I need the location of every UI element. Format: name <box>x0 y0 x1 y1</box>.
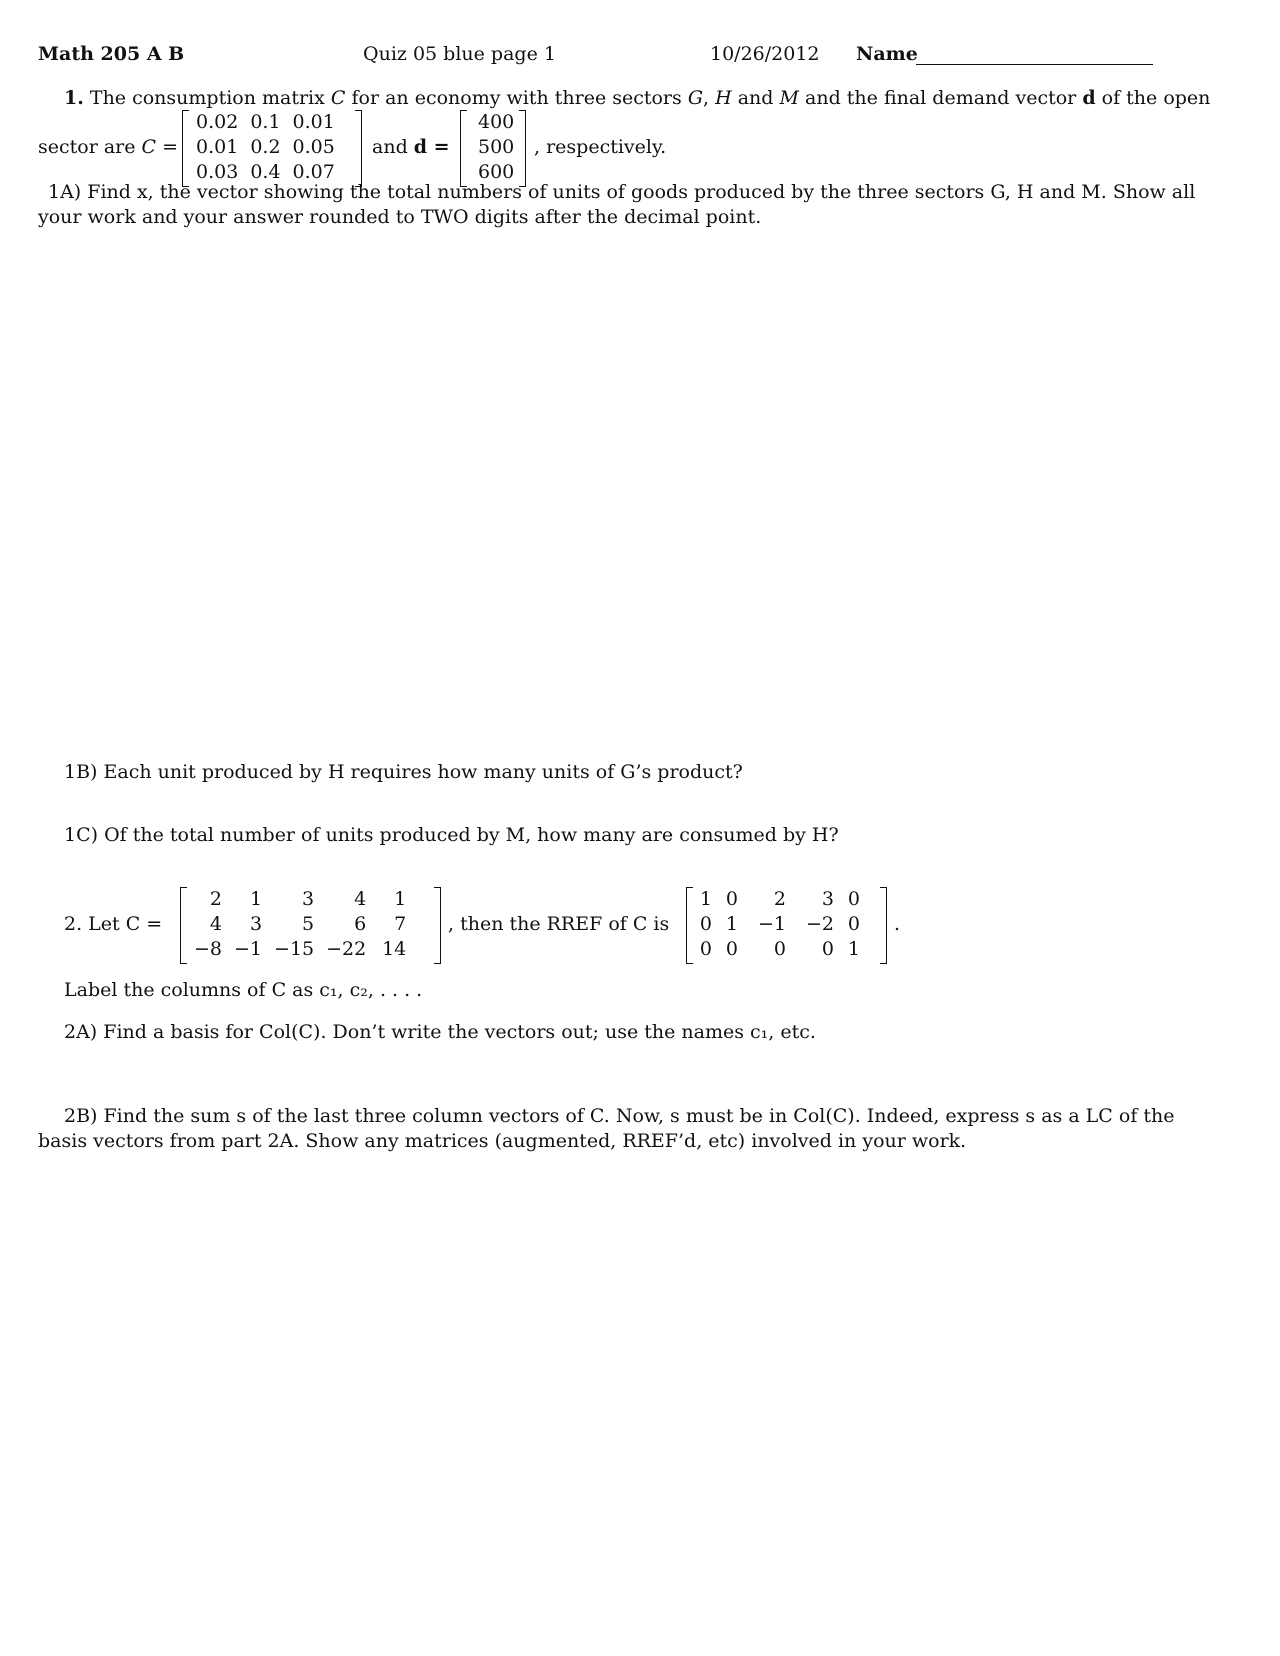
demand-vector-row <box>472 110 520 135</box>
c-equals: C = <box>141 136 179 158</box>
sector-m: M <box>779 87 799 109</box>
q2-rref-matrix-cell: 3 <box>821 888 834 910</box>
q2-label-columns: Label the columns of C as c₁, c₂, . . . . <box>64 979 423 1001</box>
q2-matrix-c-cell: 7 <box>394 913 407 935</box>
q2-rref-matrix-cell: 2 <box>773 888 786 910</box>
vector-d-left-bracket <box>460 110 467 187</box>
q1-var-d: d <box>1082 87 1096 109</box>
q2b-line1: 2B) Find the sum s of the last three column vectors of C. Now, s must be in Col(C). Indeed, express s as a LC of the <box>64 1105 1175 1127</box>
q2-matrix-c-cell: 3 <box>249 913 263 935</box>
q2-matrix-c-cell: 1 <box>394 888 407 910</box>
q2-rref-matrix-row <box>692 937 866 962</box>
sector-h: H <box>715 87 732 109</box>
q2-rref-matrix-cell: 0 <box>773 938 786 960</box>
consumption-matrix <box>190 110 341 185</box>
matrix-c-left-bracket <box>182 110 189 187</box>
consumption-matrix-cell: 0.4 <box>250 161 281 183</box>
consumption-matrix-cell: 0.03 <box>196 161 239 183</box>
matrix-c-right-bracket <box>355 110 362 187</box>
demand-vector-cell: 500 <box>478 136 515 158</box>
quiz-title: Quiz 05 blue page 1 <box>363 43 556 65</box>
q2-rref-matrix-row <box>692 912 866 937</box>
q2-matrix-c <box>188 887 412 962</box>
q1a-line2: your work and your answer rounded to TWO digits after the decimal point. <box>38 206 762 228</box>
q1a-line1: 1A) Find x, the vector showing the total numbers of units of goods produced by the three sectors G, H and M. Show all <box>48 181 1196 203</box>
q2-matrix-c-cell: 5 <box>302 913 315 935</box>
quiz-date: 10/26/2012 <box>710 43 820 65</box>
q2-matrix-c-cell: −15 <box>274 938 315 960</box>
consumption-matrix-row <box>190 110 341 135</box>
demand-vector-row <box>472 135 520 160</box>
q2-rref-matrix-cell: 0 <box>821 938 834 960</box>
rref-period: . <box>894 913 901 935</box>
consumption-matrix-cell: 0.07 <box>292 161 335 183</box>
consumption-matrix-cell: 0.1 <box>250 111 281 133</box>
vector-d-right-bracket <box>519 110 526 187</box>
name-line[interactable] <box>916 64 1153 65</box>
q1-intro-text-d: of the open <box>1101 87 1211 109</box>
rref-right-bracket <box>880 887 887 964</box>
q2-rref-matrix <box>692 887 866 962</box>
consumption-matrix-cell: 0.2 <box>250 136 281 158</box>
q1-and: and <box>737 87 774 109</box>
q2-rref-matrix-cell: 0 <box>847 913 860 935</box>
q2-rref-matrix-cell: 0 <box>699 938 712 960</box>
q2a-text: 2A) Find a basis for Col(C). Don’t write the vectors out; use the names c₁, etc. <box>64 1021 816 1043</box>
sector-g: G <box>687 87 703 109</box>
consumption-matrix-cell: 0.01 <box>196 136 239 158</box>
d-equals: d = <box>413 136 450 158</box>
q2-let: 2. Let C = <box>64 913 163 935</box>
q1c-text: 1C) Of the total number of units produced by M, how many are consumed by H? <box>64 824 839 846</box>
q2-matrix-c-cell: −22 <box>326 938 367 960</box>
consumption-matrix-cell: 0.05 <box>292 136 335 158</box>
q2-matrix-c-cell: 4 <box>209 913 223 935</box>
q2-rref-matrix-row <box>692 887 866 912</box>
q2-rref-matrix-cell: 0 <box>699 913 712 935</box>
q2-rref-matrix-cell: −1 <box>757 913 786 935</box>
and-text: and <box>372 136 408 158</box>
demand-vector <box>472 110 520 185</box>
name-label: Name <box>856 43 918 65</box>
q2b-line2: basis vectors from part 2A. Show any matrices (augmented, RREF’d, etc) involved in your work. <box>38 1130 967 1152</box>
matrix-c2-left-bracket <box>180 887 187 964</box>
q2-rref-matrix-cell: 0 <box>847 888 860 910</box>
q2-matrix-c-row <box>188 887 412 912</box>
q2-rref-matrix-cell: 0 <box>725 888 738 910</box>
q2-rref-matrix-cell: 0 <box>725 938 738 960</box>
q1-intro-text-b: for an economy with three sectors <box>351 87 682 109</box>
q2-matrix-c-cell: 1 <box>249 888 263 910</box>
demand-vector-cell: 600 <box>478 161 515 183</box>
q2-rref-matrix-cell: 1 <box>725 913 738 935</box>
matrix-c2-right-bracket <box>434 887 441 964</box>
then-rref-text: , then the RREF of C is <box>448 913 670 935</box>
q2-matrix-c-cell: 3 <box>302 888 315 910</box>
q1-var-c: C <box>330 87 346 109</box>
q2-matrix-c-cell: 2 <box>209 888 223 910</box>
q1-intro: 1. The consumption matrix C for an economy with three sectors G, H and M and the final demand vector d of the open <box>64 87 1211 109</box>
q2-rref-matrix-cell: 1 <box>847 938 860 960</box>
q2-matrix-c-cell: 14 <box>382 938 407 960</box>
q1-number: 1. <box>64 87 84 109</box>
q2-matrix-c-cell: 6 <box>354 913 367 935</box>
q2-matrix-c-cell: 4 <box>354 888 367 910</box>
q1b-text: 1B) Each unit produced by H requires how many units of G’s product? <box>64 761 743 783</box>
consumption-matrix-cell: 0.02 <box>196 111 239 133</box>
q2-matrix-c-cell: −8 <box>194 938 223 960</box>
consumption-matrix-row <box>190 135 341 160</box>
q2-matrix-c-row <box>188 937 412 962</box>
q1-intro-text-a: The consumption matrix <box>89 87 325 109</box>
q2-matrix-c-row <box>188 912 412 937</box>
consumption-matrix-cell: 0.01 <box>292 111 335 133</box>
q1-sector-label <box>38 135 178 160</box>
demand-vector-cell: 400 <box>478 111 515 133</box>
q2-rref-matrix-cell: 1 <box>699 888 712 910</box>
respectively-text: , respectively. <box>534 136 667 158</box>
q2-rref-matrix-cell: −2 <box>805 913 834 935</box>
q1-intro-text-c: and the final demand vector <box>805 87 1077 109</box>
course-title: Math 205 A B <box>38 43 185 65</box>
and-d-label <box>372 135 450 160</box>
sector-are-text: sector are <box>38 136 136 158</box>
q2-matrix-c-cell: −1 <box>234 938 263 960</box>
